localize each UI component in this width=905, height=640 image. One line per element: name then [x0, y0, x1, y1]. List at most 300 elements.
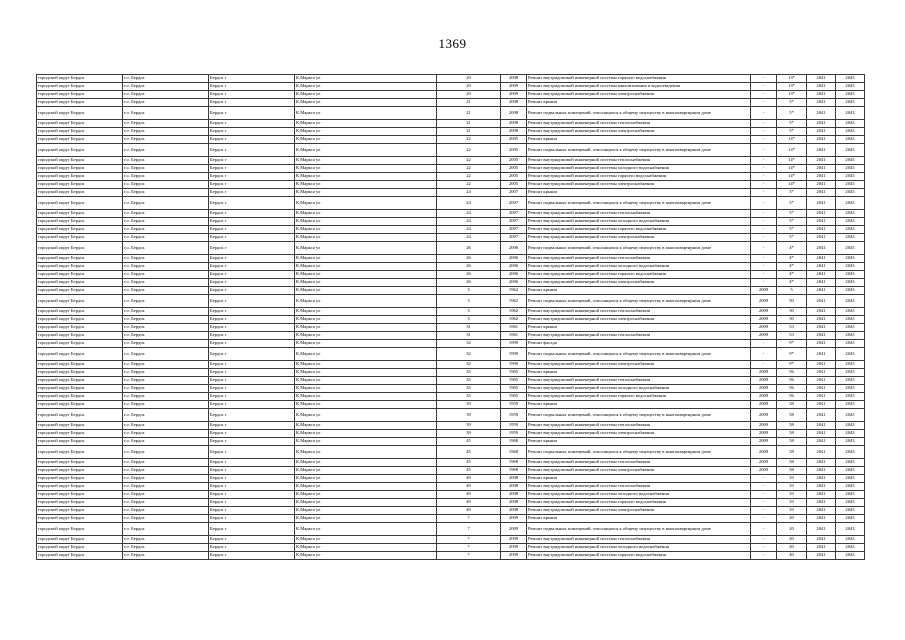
- settlement-cell: г.о. Бердск: [123, 409, 209, 422]
- table-row: [37, 271, 865, 279]
- district-cell: городской округ Бердск: [37, 332, 123, 340]
- street-cell: К.Маркса ул: [295, 523, 437, 536]
- house-number-cell: 32: [437, 340, 501, 348]
- wear-cell: 56: [777, 385, 807, 393]
- build-year-cell: 2007: [501, 234, 527, 242]
- work-type-cell: Ремонт подвальных помещений, относящихся к общему имуществу в многоквартирном доме: [527, 409, 751, 422]
- street-cell: К.Маркса ул: [295, 475, 437, 483]
- last-repair-cell: 2009: [751, 324, 777, 332]
- last-repair-cell: -: [751, 499, 777, 507]
- locality-cell: Бердск г: [209, 430, 295, 438]
- house-number-cell: 22: [437, 181, 501, 189]
- end-year-cell: 2043: [836, 324, 865, 332]
- settlement-cell: г.о. Бердск: [123, 401, 209, 409]
- house-number-cell: 3: [437, 287, 501, 295]
- district-cell: городской округ Бердск: [37, 401, 123, 409]
- district-cell: городской округ Бердск: [37, 552, 123, 560]
- last-repair-cell: -: [751, 340, 777, 348]
- build-year-cell: 2009: [501, 544, 527, 552]
- work-type-cell: Ремонт внутридомовой инженерной системы электроснабжения: [527, 234, 751, 242]
- build-year-cell: 2009: [501, 91, 527, 99]
- locality-cell: Бердск г: [209, 234, 295, 242]
- end-year-cell: 2043: [836, 401, 865, 409]
- settlement-cell: г.о. Бердск: [123, 377, 209, 385]
- house-number-cell: 22: [437, 136, 501, 144]
- wear-cell: 20: [777, 544, 807, 552]
- table-row: [37, 99, 865, 107]
- house-number-cell: 3: [437, 308, 501, 316]
- street-cell: К.Маркса ул: [295, 552, 437, 560]
- street-cell: К.Маркса ул: [295, 369, 437, 377]
- last-repair-cell: -: [751, 263, 777, 271]
- settlement-cell: г.о. Бердск: [123, 361, 209, 369]
- last-repair-cell: 2009: [751, 287, 777, 295]
- locality-cell: Бердск г: [209, 99, 295, 107]
- locality-cell: Бердск г: [209, 271, 295, 279]
- house-number-cell: 21: [437, 128, 501, 136]
- capital-repair-register-table: [36, 74, 865, 560]
- district-cell: городской округ Бердск: [37, 467, 123, 475]
- last-repair-cell: -: [751, 536, 777, 544]
- settlement-cell: г.о. Бердск: [123, 263, 209, 271]
- start-year-cell: 2041: [807, 369, 836, 377]
- wear-cell: 5*: [777, 99, 807, 107]
- street-cell: К.Маркса ул: [295, 181, 437, 189]
- table-row: [37, 234, 865, 242]
- work-type-cell: Ремонт внутридомовой инженерной системы холодного водоснабжения: [527, 263, 751, 271]
- start-year-cell: 2041: [807, 242, 836, 255]
- house-number-cell: 45: [437, 446, 501, 459]
- last-repair-cell: -: [751, 91, 777, 99]
- start-year-cell: 2041: [807, 107, 836, 120]
- house-number-cell: 24: [437, 234, 501, 242]
- wear-cell: 58: [777, 467, 807, 475]
- last-repair-cell: -: [751, 136, 777, 144]
- last-repair-cell: 2009: [751, 401, 777, 409]
- work-type-cell: Ремонт внутридомовой инженерной системы теплоснабжения: [527, 422, 751, 430]
- locality-cell: Бердск г: [209, 279, 295, 287]
- wear-cell: 53: [777, 332, 807, 340]
- start-year-cell: 2041: [807, 438, 836, 446]
- build-year-cell: 1959: [501, 422, 527, 430]
- work-type-cell: Ремонт внутридомовой инженерной системы холодного водоснабжения: [527, 544, 751, 552]
- last-repair-cell: -: [751, 107, 777, 120]
- build-year-cell: 2007: [501, 189, 527, 197]
- start-year-cell: 2041: [807, 385, 836, 393]
- street-cell: К.Маркса ул: [295, 422, 437, 430]
- district-cell: городской округ Бердск: [37, 99, 123, 107]
- end-year-cell: 2043: [836, 316, 865, 324]
- work-type-cell: Ремонт подвальных помещений, относящихся к общему имуществу в многоквартирном доме: [527, 348, 751, 361]
- settlement-cell: г.о. Бердск: [123, 181, 209, 189]
- settlement-cell: г.о. Бердск: [123, 438, 209, 446]
- end-year-cell: 2043: [836, 181, 865, 189]
- start-year-cell: 2041: [807, 173, 836, 181]
- settlement-cell: г.о. Бердск: [123, 157, 209, 165]
- house-number-cell: 49: [437, 475, 501, 483]
- table-row: [37, 401, 865, 409]
- table-row: [37, 369, 865, 377]
- wear-cell: 56: [777, 393, 807, 401]
- locality-cell: Бердск г: [209, 377, 295, 385]
- work-type-cell: Ремонт внутридомовой инженерной системы теплоснабжения: [527, 332, 751, 340]
- wear-cell: 33: [777, 483, 807, 491]
- start-year-cell: 2041: [807, 430, 836, 438]
- locality-cell: Бердск г: [209, 226, 295, 234]
- start-year-cell: 2041: [807, 279, 836, 287]
- start-year-cell: 2041: [807, 377, 836, 385]
- house-number-cell: 24: [437, 210, 501, 218]
- locality-cell: Бердск г: [209, 393, 295, 401]
- locality-cell: Бердск г: [209, 83, 295, 91]
- district-cell: городской округ Бердск: [37, 91, 123, 99]
- settlement-cell: г.о. Бердск: [123, 459, 209, 467]
- end-year-cell: 2043: [836, 91, 865, 99]
- street-cell: К.Маркса ул: [295, 287, 437, 295]
- settlement-cell: г.о. Бердск: [123, 544, 209, 552]
- end-year-cell: 2043: [836, 377, 865, 385]
- street-cell: К.Маркса ул: [295, 438, 437, 446]
- build-year-cell: 2009: [501, 536, 527, 544]
- locality-cell: Бердск г: [209, 263, 295, 271]
- last-repair-cell: 2009: [751, 332, 777, 340]
- wear-cell: 4*: [777, 279, 807, 287]
- end-year-cell: 2043: [836, 157, 865, 165]
- table-row: [37, 422, 865, 430]
- street-cell: К.Маркса ул: [295, 75, 437, 83]
- street-cell: К.Маркса ул: [295, 377, 437, 385]
- wear-cell: 4*: [777, 263, 807, 271]
- work-type-cell: Ремонт внутридомовой инженерной системы горячего водоснабжения: [527, 393, 751, 401]
- street-cell: К.Маркса ул: [295, 210, 437, 218]
- settlement-cell: г.о. Бердск: [123, 99, 209, 107]
- start-year-cell: 2041: [807, 459, 836, 467]
- street-cell: К.Маркса ул: [295, 385, 437, 393]
- house-number-cell: 20: [437, 83, 501, 91]
- table-row: [37, 361, 865, 369]
- street-cell: К.Маркса ул: [295, 483, 437, 491]
- locality-cell: Бердск г: [209, 536, 295, 544]
- district-cell: городской округ Бердск: [37, 279, 123, 287]
- district-cell: городской округ Бердск: [37, 144, 123, 157]
- district-cell: городской округ Бердск: [37, 181, 123, 189]
- build-year-cell: 1968: [501, 438, 527, 446]
- end-year-cell: 2043: [836, 287, 865, 295]
- last-repair-cell: 2009: [751, 393, 777, 401]
- table-row: [37, 385, 865, 393]
- locality-cell: Бердск г: [209, 491, 295, 499]
- street-cell: К.Маркса ул: [295, 107, 437, 120]
- locality-cell: Бердск г: [209, 136, 295, 144]
- start-year-cell: 2041: [807, 475, 836, 483]
- locality-cell: Бердск г: [209, 348, 295, 361]
- work-type-cell: Ремонт крыши: [527, 189, 751, 197]
- build-year-cell: 2006: [501, 271, 527, 279]
- table-row: [37, 430, 865, 438]
- settlement-cell: г.о. Бердск: [123, 340, 209, 348]
- settlement-cell: г.о. Бердск: [123, 120, 209, 128]
- house-number-cell: 7: [437, 536, 501, 544]
- build-year-cell: 2005: [501, 144, 527, 157]
- locality-cell: Бердск г: [209, 385, 295, 393]
- last-repair-cell: 2009: [751, 369, 777, 377]
- work-type-cell: Ремонт внутридомовой инженерной системы холодного водоснабжения: [527, 165, 751, 173]
- street-cell: К.Маркса ул: [295, 242, 437, 255]
- table-row: [37, 173, 865, 181]
- work-type-cell: Ремонт внутридомовой инженерной системы холодного водоснабжения: [527, 218, 751, 226]
- end-year-cell: 2043: [836, 255, 865, 263]
- table-row: [37, 536, 865, 544]
- wear-cell: 14*: [777, 181, 807, 189]
- build-year-cell: 1962: [501, 295, 527, 308]
- table-row: [37, 218, 865, 226]
- street-cell: К.Маркса ул: [295, 189, 437, 197]
- last-repair-cell: -: [751, 491, 777, 499]
- last-repair-cell: -: [751, 144, 777, 157]
- settlement-cell: г.о. Бердск: [123, 136, 209, 144]
- build-year-cell: 2008: [501, 75, 527, 83]
- work-type-cell: Ремонт внутридомовой инженерной системы горячего водоснабжения: [527, 552, 751, 560]
- settlement-cell: г.о. Бердск: [123, 385, 209, 393]
- start-year-cell: 2041: [807, 499, 836, 507]
- settlement-cell: г.о. Бердск: [123, 75, 209, 83]
- wear-cell: 9*: [777, 348, 807, 361]
- street-cell: К.Маркса ул: [295, 173, 437, 181]
- street-cell: К.Маркса ул: [295, 120, 437, 128]
- work-type-cell: Ремонт внутридомовой инженерной системы электроснабжения: [527, 91, 751, 99]
- street-cell: К.Маркса ул: [295, 401, 437, 409]
- house-number-cell: 26: [437, 242, 501, 255]
- table-row: [37, 377, 865, 385]
- district-cell: городской округ Бердск: [37, 324, 123, 332]
- end-year-cell: 2043: [836, 544, 865, 552]
- last-repair-cell: -: [751, 475, 777, 483]
- wear-cell: 58: [777, 422, 807, 430]
- last-repair-cell: -: [751, 181, 777, 189]
- table-row: [37, 255, 865, 263]
- locality-cell: Бердск г: [209, 459, 295, 467]
- district-cell: городской округ Бердск: [37, 393, 123, 401]
- last-repair-cell: -: [751, 507, 777, 515]
- house-number-cell: 3: [437, 295, 501, 308]
- work-type-cell: Ремонт внутридомовой инженерной системы теплоснабжения: [527, 308, 751, 316]
- start-year-cell: 2041: [807, 99, 836, 107]
- build-year-cell: 2008: [501, 483, 527, 491]
- table-row: [37, 128, 865, 136]
- end-year-cell: 2043: [836, 189, 865, 197]
- wear-cell: 14*: [777, 144, 807, 157]
- house-number-cell: 39: [437, 409, 501, 422]
- locality-cell: Бердск г: [209, 401, 295, 409]
- wear-cell: 5*: [777, 120, 807, 128]
- district-cell: городской округ Бердск: [37, 523, 123, 536]
- end-year-cell: 2043: [836, 295, 865, 308]
- start-year-cell: 2041: [807, 422, 836, 430]
- locality-cell: Бердск г: [209, 107, 295, 120]
- street-cell: К.Маркса ул: [295, 295, 437, 308]
- wear-cell: 50: [777, 308, 807, 316]
- locality-cell: Бердск г: [209, 507, 295, 515]
- street-cell: К.Маркса ул: [295, 157, 437, 165]
- build-year-cell: 1959: [501, 401, 527, 409]
- locality-cell: Бердск г: [209, 467, 295, 475]
- settlement-cell: г.о. Бердск: [123, 422, 209, 430]
- work-type-cell: Ремонт внутридомовой инженерной системы теплоснабжения: [527, 210, 751, 218]
- street-cell: К.Маркса ул: [295, 83, 437, 91]
- wear-cell: 50: [777, 295, 807, 308]
- locality-cell: Бердск г: [209, 189, 295, 197]
- table-row: [37, 189, 865, 197]
- build-year-cell: 1965: [501, 377, 527, 385]
- work-type-cell: Ремонт подвальных помещений, относящихся к общему имуществу в многоквартирном доме: [527, 295, 751, 308]
- build-year-cell: 2005: [501, 165, 527, 173]
- start-year-cell: 2041: [807, 210, 836, 218]
- house-number-cell: 7: [437, 523, 501, 536]
- end-year-cell: 2043: [836, 536, 865, 544]
- start-year-cell: 2041: [807, 332, 836, 340]
- locality-cell: Бердск г: [209, 422, 295, 430]
- work-type-cell: Ремонт внутридомовой инженерной системы теплоснабжения: [527, 120, 751, 128]
- build-year-cell: 2008: [501, 120, 527, 128]
- end-year-cell: 2043: [836, 409, 865, 422]
- end-year-cell: 2043: [836, 483, 865, 491]
- locality-cell: Бердск г: [209, 499, 295, 507]
- street-cell: К.Маркса ул: [295, 271, 437, 279]
- page-number: 1369: [438, 36, 467, 51]
- settlement-cell: г.о. Бердск: [123, 91, 209, 99]
- start-year-cell: 2041: [807, 287, 836, 295]
- street-cell: К.Маркса ул: [295, 515, 437, 523]
- end-year-cell: 2043: [836, 507, 865, 515]
- start-year-cell: 2041: [807, 324, 836, 332]
- table-body: [37, 75, 865, 560]
- wear-cell: 58: [777, 438, 807, 446]
- district-cell: городской округ Бердск: [37, 197, 123, 210]
- work-type-cell: Ремонт внутридомовой инженерной системы электроснабжения: [527, 181, 751, 189]
- district-cell: городской округ Бердск: [37, 136, 123, 144]
- district-cell: городской округ Бердск: [37, 491, 123, 499]
- end-year-cell: 2043: [836, 173, 865, 181]
- house-number-cell: 7: [437, 552, 501, 560]
- locality-cell: Бердск г: [209, 181, 295, 189]
- district-cell: городской округ Бердск: [37, 348, 123, 361]
- locality-cell: Бердск г: [209, 157, 295, 165]
- district-cell: городской округ Бердск: [37, 128, 123, 136]
- last-repair-cell: 2009: [751, 295, 777, 308]
- house-number-cell: 31: [437, 324, 501, 332]
- street-cell: К.Маркса ул: [295, 165, 437, 173]
- wear-cell: 5*: [777, 197, 807, 210]
- wear-cell: 50: [777, 316, 807, 324]
- end-year-cell: 2043: [836, 136, 865, 144]
- last-repair-cell: -: [751, 165, 777, 173]
- work-type-cell: Ремонт внутридомовой инженерной системы теплоснабжения: [527, 255, 751, 263]
- settlement-cell: г.о. Бердск: [123, 515, 209, 523]
- work-type-cell: Ремонт крыши: [527, 99, 751, 107]
- district-cell: городской округ Бердск: [37, 263, 123, 271]
- street-cell: К.Маркса ул: [295, 99, 437, 107]
- table-row: [37, 144, 865, 157]
- street-cell: К.Маркса ул: [295, 144, 437, 157]
- settlement-cell: г.о. Бердск: [123, 295, 209, 308]
- build-year-cell: 1965: [501, 385, 527, 393]
- build-year-cell: 2006: [501, 255, 527, 263]
- house-number-cell: 39: [437, 422, 501, 430]
- street-cell: К.Маркса ул: [295, 467, 437, 475]
- start-year-cell: 2041: [807, 263, 836, 271]
- settlement-cell: г.о. Бердск: [123, 536, 209, 544]
- street-cell: К.Маркса ул: [295, 308, 437, 316]
- build-year-cell: 2009: [501, 83, 527, 91]
- work-type-cell: Ремонт внутридомовой инженерной системы электроснабжения: [527, 128, 751, 136]
- work-type-cell: Ремонт внутридомовой инженерной системы теплоснабжения: [527, 157, 751, 165]
- street-cell: К.Маркса ул: [295, 459, 437, 467]
- table-row: [37, 409, 865, 422]
- wear-cell: 5*: [777, 128, 807, 136]
- last-repair-cell: -: [751, 197, 777, 210]
- street-cell: К.Маркса ул: [295, 393, 437, 401]
- end-year-cell: 2043: [836, 83, 865, 91]
- street-cell: К.Маркса ул: [295, 361, 437, 369]
- settlement-cell: г.о. Бердск: [123, 255, 209, 263]
- wear-cell: 9*: [777, 340, 807, 348]
- last-repair-cell: -: [751, 75, 777, 83]
- locality-cell: Бердск г: [209, 144, 295, 157]
- end-year-cell: 2043: [836, 446, 865, 459]
- start-year-cell: 2041: [807, 128, 836, 136]
- last-repair-cell: 2009: [751, 409, 777, 422]
- house-number-cell: 21: [437, 107, 501, 120]
- wear-cell: 4*: [777, 271, 807, 279]
- last-repair-cell: -: [751, 255, 777, 263]
- wear-cell: 58: [777, 430, 807, 438]
- wear-cell: 58: [777, 401, 807, 409]
- house-number-cell: 45: [437, 438, 501, 446]
- end-year-cell: 2043: [836, 393, 865, 401]
- house-number-cell: 49: [437, 507, 501, 515]
- table-row: [37, 210, 865, 218]
- end-year-cell: 2043: [836, 361, 865, 369]
- end-year-cell: 2043: [836, 459, 865, 467]
- district-cell: городской округ Бердск: [37, 226, 123, 234]
- district-cell: городской округ Бердск: [37, 544, 123, 552]
- house-number-cell: 26: [437, 255, 501, 263]
- wear-cell: 14*: [777, 157, 807, 165]
- table-row: [37, 181, 865, 189]
- settlement-cell: г.о. Бердск: [123, 446, 209, 459]
- settlement-cell: г.о. Бердск: [123, 271, 209, 279]
- locality-cell: Бердск г: [209, 120, 295, 128]
- build-year-cell: 2009: [501, 523, 527, 536]
- start-year-cell: 2041: [807, 91, 836, 99]
- settlement-cell: г.о. Бердск: [123, 348, 209, 361]
- settlement-cell: г.о. Бердск: [123, 107, 209, 120]
- house-number-cell: 35: [437, 385, 501, 393]
- work-type-cell: Ремонт крыши: [527, 438, 751, 446]
- district-cell: городской округ Бердск: [37, 75, 123, 83]
- end-year-cell: 2043: [836, 226, 865, 234]
- table-row: [37, 165, 865, 173]
- locality-cell: Бердск г: [209, 483, 295, 491]
- table-row: [37, 544, 865, 552]
- settlement-cell: г.о. Бердск: [123, 279, 209, 287]
- wear-cell: 5*: [777, 234, 807, 242]
- end-year-cell: 2043: [836, 271, 865, 279]
- last-repair-cell: -: [751, 218, 777, 226]
- district-cell: городской округ Бердск: [37, 173, 123, 181]
- settlement-cell: г.о. Бердск: [123, 197, 209, 210]
- work-type-cell: Ремонт подвальных помещений, относящихся к общему имуществу в многоквартирном доме: [527, 144, 751, 157]
